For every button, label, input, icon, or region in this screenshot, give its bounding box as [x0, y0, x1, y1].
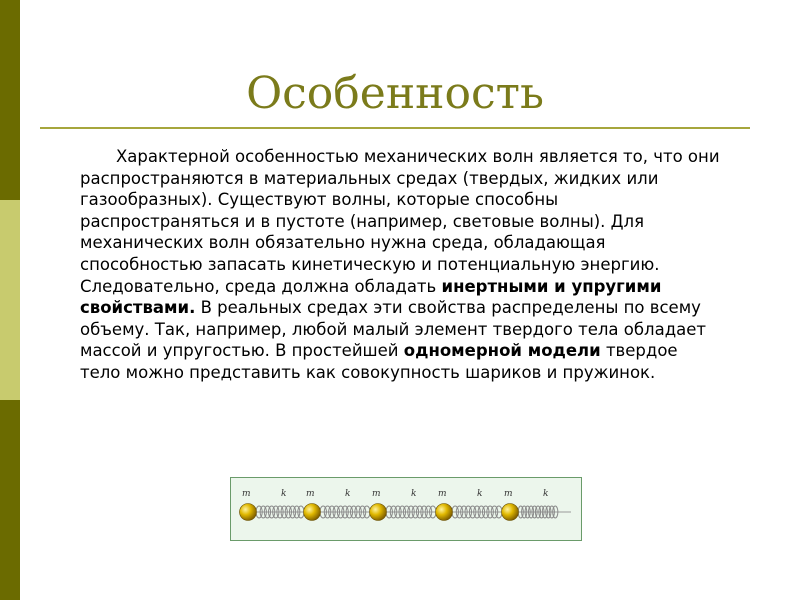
text-run: В реальных средах эти свойства распределены по всему объему. Так, например, любой малый элемент твердого тела обладает массой и упругостью. В простейшей [80, 298, 706, 361]
mass-ball [436, 504, 453, 521]
decorative-sidebar [0, 0, 20, 600]
mass-ball [240, 504, 257, 521]
mass-ball [304, 504, 321, 521]
text-run: твердое тело можно представить как совокупность шариков и пружинок. [80, 341, 678, 382]
sidebar-band-middle [0, 200, 20, 400]
spring-constant-label: k [543, 489, 549, 499]
spring-constant-label: k [411, 489, 417, 499]
mass-label: m [306, 489, 315, 499]
bold-text-run: инертными и упругими свойствами. [80, 276, 662, 318]
ball-spring-diagram [231, 478, 583, 542]
sidebar-band-bottom [0, 400, 20, 600]
mass-ball [370, 504, 387, 521]
mass-label: m [438, 489, 447, 499]
text-run: Характерной особенностью механических волн является то, что они распространяются в материальных средах (твердых, жидких или газообразных). Существуют волны, которые способны распространяться и в пустоте (например, световые волны). Для механических волн обязательно нужна среда, обладающая способностью запасать кинетическую и потенциальную энергию. Следовательно, среда должна обладать [80, 147, 720, 296]
body-paragraph [80, 146, 720, 384]
slide-body [80, 146, 720, 384]
spring-constant-label: k [281, 489, 287, 499]
ball-spring-model-figure [230, 477, 582, 541]
mass-label: m [504, 489, 513, 499]
mass-label: m [372, 489, 381, 499]
bold-text-run: одномерной модели [403, 341, 601, 361]
sidebar-band-top [0, 0, 20, 200]
spring-constant-label: k [477, 489, 483, 499]
title-divider [40, 127, 750, 129]
spring-constant-label: k [345, 489, 351, 499]
mass-ball [502, 504, 519, 521]
mass-label: m [242, 489, 251, 499]
slide-title: Особенность [246, 68, 544, 119]
